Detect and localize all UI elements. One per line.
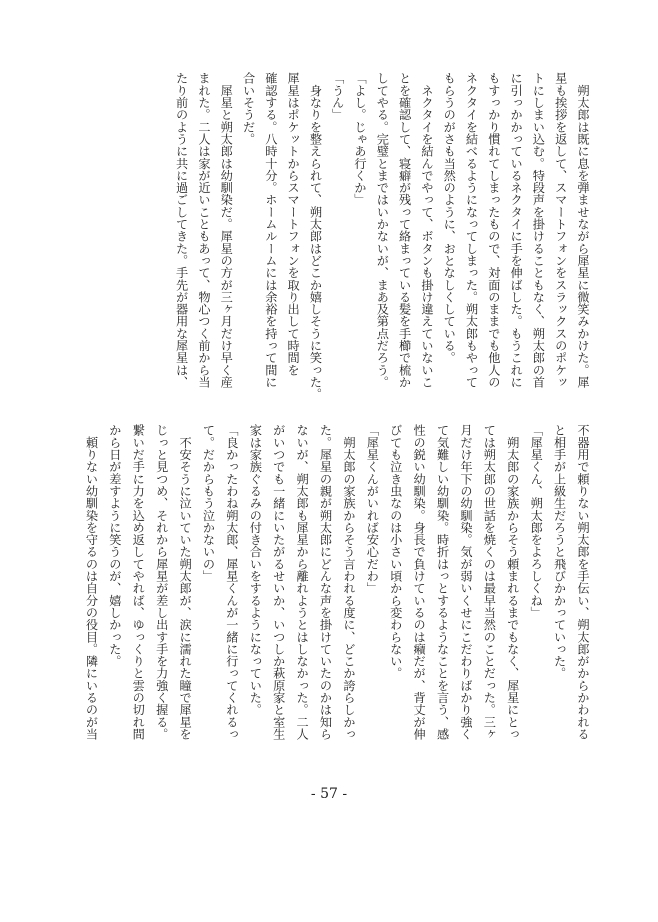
text-line: 合いそうだ。 <box>241 72 256 145</box>
text-line: まれた。二人は家が近いこともあって、物心つく前から当 <box>196 72 211 388</box>
text-line: 不安そうに泣いていた朔太郎が、涙に濡れた瞳で犀星を <box>178 424 193 740</box>
text-line: 朔太郎の家族からそう言われる度に、どこか誇らしかっ <box>341 424 356 740</box>
text-line: ネクタイを結べるようになってしまった。朔太郎もやって <box>464 72 479 388</box>
text-line: と相手が上級生だろうと飛びかかっていった。 <box>552 424 567 680</box>
text-line: 「犀星くんがいれば安心だわ」 <box>365 424 380 595</box>
text-line: 犀星と朔太郎は幼馴染だ。犀星の方が三ヶ月だけ早く産 <box>219 72 234 388</box>
text-line: 「うん」 <box>330 72 345 121</box>
text-line: 星も挨拶を返して、スマートフォンをスラックスのポケッ <box>553 72 568 388</box>
text-line: に引っかかっているネクタイに手を伸ばした。もうこれに <box>509 72 524 388</box>
text-line: た。犀星の親が朔太郎にどんな声を掛けていたのかは知ら <box>318 424 333 740</box>
top-text-block <box>170 72 594 401</box>
text-line: 家は家族ぐるみの付き合いをするようになっていた。 <box>248 424 263 716</box>
text-line: がいつでも一緒にいたがるせいか、いつしか萩原家と室生 <box>271 424 286 740</box>
text-line: 確認する。八時十分。ホームルームには余裕を持って間に <box>263 72 278 388</box>
text-line: ないが、朔太郎も犀星から離れようとはしなかった。二人 <box>295 424 310 740</box>
text-line: 朔太郎の家族からそう頼まれるまでもなく、犀星にとっ <box>505 424 520 740</box>
text-line: たり前のように共に過ごしてきた。手先が器用な犀星は、 <box>174 72 189 388</box>
text-line: してやる。完璧とまではいかないが、まあ及第点だろう。 <box>375 72 390 388</box>
page-number: - 57 - <box>310 786 348 802</box>
text-line: 繋いだ手に力を込め返してやれば、ゆっくりと雲の切れ間 <box>131 424 146 740</box>
text-line: ては朔太郎の世話を焼くのは最早当然のことだった。三ヶ <box>482 424 497 740</box>
text-line: 「良かったわね朔太郎、犀星くんが一緒に行ってくれるっ <box>224 424 239 740</box>
text-line: 頼りない幼馴染を守るのは自分の役目。隣にいるのが当 <box>84 424 99 740</box>
text-line: びても泣き虫なのは小さい頃から変わらない。 <box>388 424 403 680</box>
text-line: とを確認して、寝癖が残って絡まっている髪を手櫛で梳か <box>397 72 412 388</box>
text-line: て気難しい幼馴染。時折はっとするようなことを言う、感 <box>435 424 450 740</box>
text-line: 犀星はポケットからスマートフォンを取り出して時間を <box>286 72 301 376</box>
text-line: から日が差すように笑うのが、嬉しかった。 <box>107 424 122 668</box>
text-line: 月だけ年下の幼馴染。気が弱いくせにこだわりばかり強く <box>458 424 473 740</box>
text-line: ネクタイを結んでやって、ボタンも掛け違えていないこ <box>419 72 434 388</box>
text-line: 朔太郎は既に息を弾ませながら犀星に微笑みかけた。犀 <box>576 72 590 388</box>
text-line: もすっかり慣れてしまったもので、対面のままでも他人の <box>486 72 501 388</box>
text-line: 「よし。じゃあ行くか」 <box>353 72 368 206</box>
text-line: 身なりを整えられて、朔太郎はどこか嬉しそうに笑った。 <box>308 72 323 401</box>
text-line: もらうのがさも当然のように、おとなしくしている。 <box>442 72 457 364</box>
text-line: 不器用で頼りない朔太郎を手伝い、朔太郎がからかわれる <box>576 424 590 740</box>
text-line: 「犀星くん、朔太郎をよろしくね」 <box>529 424 544 619</box>
text-line: 性の鋭い幼馴染。身長で負けているのは癪だが、背丈が伸 <box>412 424 427 740</box>
text-line: じっと見つめ、それから犀星が差し出す手を力強く握る。 <box>154 424 169 740</box>
text-line: て。だからもう泣かないの」 <box>201 424 216 582</box>
bottom-text-block <box>79 424 594 742</box>
text-line: トにしまい込む。特段声を掛けることもなく、朔太郎の首 <box>531 72 546 388</box>
